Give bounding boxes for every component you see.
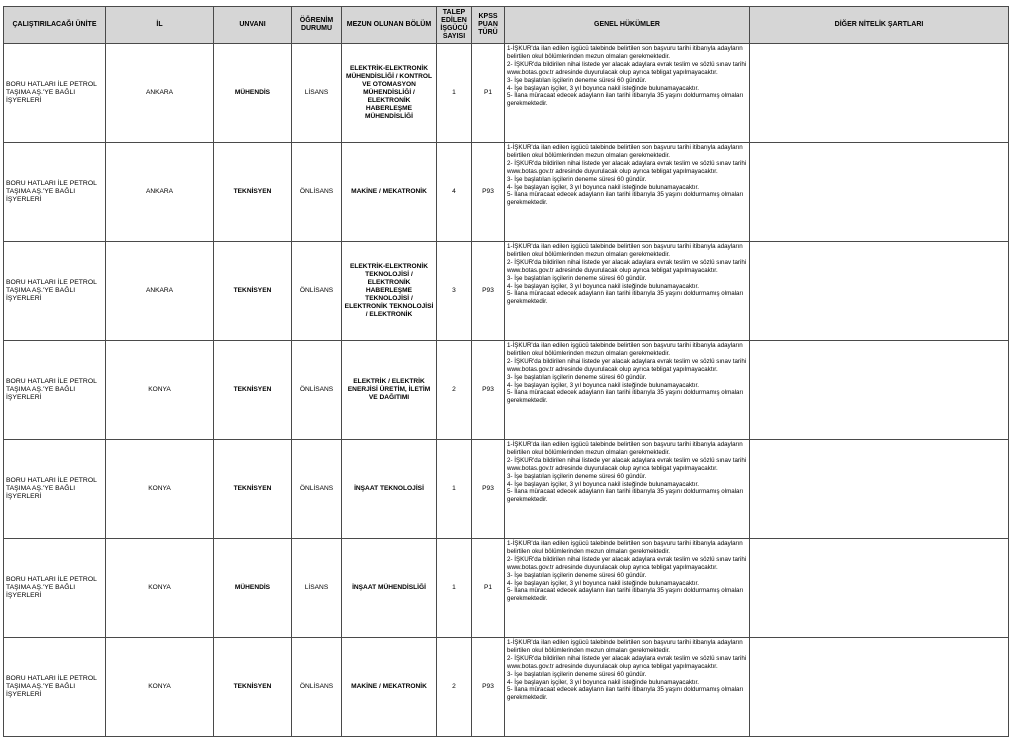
genel-hukumler-cell — [505, 539, 750, 638]
talep-cell: 4 — [437, 143, 472, 242]
ogrenim-cell: LİSANS — [292, 539, 342, 638]
diger-cell — [750, 242, 1009, 341]
il-cell: ANKARA — [106, 143, 214, 242]
ogrenim-cell: ÖNLİSANS — [292, 638, 342, 737]
talep-cell: 2 — [437, 638, 472, 737]
diger-cell — [750, 539, 1009, 638]
kpss-cell: P1 — [472, 44, 505, 143]
mezun-cell: İNŞAAT MÜHENDİSLİĞİ — [342, 539, 437, 638]
genel-hukum-item: 3- İşe başlatılan işçilerin deneme süresi 60 gündür. — [507, 670, 647, 678]
header-row — [4, 7, 1009, 44]
talep-cell: 1 — [437, 539, 472, 638]
genel-hukum-item: 3- İşe başlatılan işçilerin deneme süresi 60 gündür. — [507, 274, 647, 282]
talep-cell: 1 — [437, 44, 472, 143]
unvan-cell: TEKNİSYEN — [214, 242, 292, 341]
unit-cell: BORU HATLARI İLE PETROL TAŞIMA AŞ.'YE BAĞLI İŞYERLERİ — [4, 44, 106, 143]
genel-hukumler-cell — [505, 143, 750, 242]
genel-hukum-item: 5- İlana müracaat edecek adayların ilan tarihi itibarıyla 35 yaşını doldurmamış olmaları gerekmektedir. — [507, 290, 744, 306]
unvan-cell: MÜHENDİS — [214, 44, 292, 143]
mezun-cell: ELEKTRİK-ELEKTRONİK MÜHENDİSLİĞİ / KONTROL VE OTOMASYON MÜHENDİSLİĞİ / ELEKTRONİK HABERLEŞME MÜHENDİSLİĞİ — [342, 44, 437, 143]
genel-hukum-item: 1-İŞKUR'da ilan edilen işgücü talebinde belirtilen son başvuru tarihi itibarıyla adayların belirtilen okul bölümlerinden mezun olmaları gerekmektedir. — [507, 144, 743, 159]
genel-hukum-item: 4- İşe başlayan işçiler, 3 yıl boyunca nakil isteğinde bulunamayacaktır. — [507, 381, 699, 389]
table-row — [4, 638, 1009, 737]
genel-hukum-item: 5- İlana müracaat edecek adayların ilan tarihi itibarıyla 35 yaşını doldurmamış olmaları gerekmektedir. — [507, 587, 744, 603]
mezun-cell: İNŞAAT TEKNOLOJİSİ — [342, 440, 437, 539]
header-talep: TALEP EDİLEN İŞGÜCÜ SAYISI — [437, 7, 472, 44]
genel-hukum-item: 4- İşe başlayan işçiler, 3 yıl boyunca nakil isteğinde bulunamayacaktır. — [507, 480, 699, 488]
ogrenim-cell: ÖNLİSANS — [292, 242, 342, 341]
unvan-cell: TEKNİSYEN — [214, 143, 292, 242]
unvan-cell: MÜHENDİS — [214, 539, 292, 638]
genel-hukum-item: 4- İşe başlayan işçiler, 3 yıl boyunca nakil isteğinde bulunamayacaktır. — [507, 282, 699, 290]
genel-hukum-item: 4- İşe başlayan işçiler, 3 yıl boyunca nakil isteğinde bulunamayacaktır. — [507, 183, 699, 191]
ogrenim-cell: ÖNLİSANS — [292, 341, 342, 440]
il-cell: KONYA — [106, 638, 214, 737]
genel-hukum-item: 5- İlana müracaat edecek adayların ilan tarihi itibarıyla 35 yaşını doldurmamış olmaları gerekmektedir. — [507, 92, 744, 108]
genel-hukum-item: 2- İŞKUR'da bildirilen nihai listede yer alacak adaylara evrak teslim ve sözlü sınav tarihi www.botas.gov.tr adresinde duyurulacak olup ayrıca tebligat yapılmayacaktır. — [507, 60, 747, 76]
mezun-cell: MAKİNE / MEKATRONİK — [342, 638, 437, 737]
unit-cell: BORU HATLARI İLE PETROL TAŞIMA AŞ.'YE BAĞLI İŞYERLERİ — [4, 638, 106, 737]
diger-cell — [750, 440, 1009, 539]
genel-hukum-item: 3- İşe başlatılan işçilerin deneme süresi 60 gündür. — [507, 472, 647, 480]
kpss-cell: P93 — [472, 242, 505, 341]
unit-cell: BORU HATLARI İLE PETROL TAŞIMA AŞ.'YE BAĞLI İŞYERLERİ — [4, 539, 106, 638]
genel-hukum-item: 4- İşe başlayan işçiler, 3 yıl boyunca nakil isteğinde bulunamayacaktır. — [507, 579, 699, 587]
ogrenim-cell: ÖNLİSANS — [292, 143, 342, 242]
unvan-cell: TEKNİSYEN — [214, 638, 292, 737]
genel-hukum-item: 1-İŞKUR'da ilan edilen işgücü talebinde belirtilen son başvuru tarihi itibarıyla adayların belirtilen okul bölümlerinden mezun olmaları gerekmektedir. — [507, 540, 743, 555]
unvan-cell: TEKNİSYEN — [214, 341, 292, 440]
header-mezun: MEZUN OLUNAN BÖLÜM — [342, 7, 437, 44]
kpss-cell: P93 — [472, 440, 505, 539]
genel-hukumler-cell — [505, 638, 750, 737]
ogrenim-cell: ÖNLİSANS — [292, 440, 342, 539]
genel-hukum-item: 5- İlana müracaat edecek adayların ilan tarihi itibarıyla 35 yaşını doldurmamış olmaları gerekmektedir. — [507, 389, 744, 405]
genel-hukum-item: 5- İlana müracaat edecek adayların ilan tarihi itibarıyla 35 yaşını doldurmamış olmaları gerekmektedir. — [507, 488, 744, 504]
diger-cell — [750, 143, 1009, 242]
mezun-cell: ELEKTRİK-ELEKTRONİK TEKNOLOJİSİ / ELEKTRONİK HABERLEŞME TEKNOLOJİSİ / ELEKTRONİK TEKNOLOJİSİ / ELEKTRONİK — [342, 242, 437, 341]
genel-hukum-item: 1-İŞKUR'da ilan edilen işgücü talebinde belirtilen son başvuru tarihi itibarıyla adayların belirtilen okul bölümlerinden mezun olmaları gerekmektedir. — [507, 639, 743, 654]
genel-hukum-item: 1-İŞKUR'da ilan edilen işgücü talebinde belirtilen son başvuru tarihi itibarıyla adayların belirtilen okul bölümlerinden mezun olmaları gerekmektedir. — [507, 45, 743, 60]
talep-cell: 2 — [437, 341, 472, 440]
genel-hukumler-cell — [505, 440, 750, 539]
genel-hukum-item: 2- İŞKUR'da bildirilen nihai listede yer alacak adaylara evrak teslim ve sözlü sınav tarihi www.botas.gov.tr adresinde duyurulacak olup ayrıca tebligat yapılmayacaktır. — [507, 654, 747, 670]
genel-hukum-item: 3- İşe başlatılan işçilerin deneme süresi 60 gündür. — [507, 373, 647, 381]
genel-hukum-item: 5- İlana müracaat edecek adayların ilan tarihi itibarıyla 35 yaşını doldurmamış olmaları gerekmektedir. — [507, 191, 744, 207]
genel-hukumler-cell — [505, 44, 750, 143]
genel-hukum-item: 2- İŞKUR'da bildirilen nihai listede yer alacak adaylara evrak teslim ve sözlü sınav tarihi www.botas.gov.tr adresinde duyurulacak olup ayrıca tebligat yapılmayacaktır. — [507, 357, 747, 373]
talep-cell: 1 — [437, 440, 472, 539]
header-unvan: UNVANI — [214, 7, 292, 44]
il-cell: KONYA — [106, 539, 214, 638]
table-row — [4, 539, 1009, 638]
genel-hukum-item: 1-İŞKUR'da ilan edilen işgücü talebinde belirtilen son başvuru tarihi itibarıyla adayların belirtilen okul bölümlerinden mezun olmaları gerekmektedir. — [507, 342, 743, 357]
diger-cell — [750, 44, 1009, 143]
header-kpss: KPSS PUAN TÜRÜ — [472, 7, 505, 44]
genel-hukum-item: 4- İşe başlayan işçiler, 3 yıl boyunca nakil isteğinde bulunamayacaktır. — [507, 678, 699, 686]
genel-hukum-item: 3- İşe başlatılan işçilerin deneme süresi 60 gündür. — [507, 175, 647, 183]
genel-hukum-item: 3- İşe başlatılan işçilerin deneme süresi 60 gündür. — [507, 76, 647, 84]
genel-hukum-item: 1-İŞKUR'da ilan edilen işgücü talebinde belirtilen son başvuru tarihi itibarıyla adayların belirtilen okul bölümlerinden mezun olmaları gerekmektedir. — [507, 441, 743, 456]
table-body — [4, 44, 1009, 737]
table-row — [4, 440, 1009, 539]
unit-cell: BORU HATLARI İLE PETROL TAŞIMA AŞ.'YE BAĞLI İŞYERLERİ — [4, 440, 106, 539]
header-unit: ÇALIŞTIRILACAĞI ÜNİTE — [4, 7, 106, 44]
talep-cell: 3 — [437, 242, 472, 341]
ogrenim-cell: LİSANS — [292, 44, 342, 143]
unit-cell: BORU HATLARI İLE PETROL TAŞIMA AŞ.'YE BAĞLI İŞYERLERİ — [4, 242, 106, 341]
unit-cell: BORU HATLARI İLE PETROL TAŞIMA AŞ.'YE BAĞLI İŞYERLERİ — [4, 341, 106, 440]
job-listing-table — [3, 6, 1009, 737]
kpss-cell: P93 — [472, 143, 505, 242]
genel-hukum-item: 3- İşe başlatılan işçilerin deneme süresi 60 gündür. — [507, 571, 647, 579]
header-genel: GENEL HÜKÜMLER — [505, 7, 750, 44]
genel-hukum-item: 2- İŞKUR'da bildirilen nihai listede yer alacak adaylara evrak teslim ve sözlü sınav tarihi www.botas.gov.tr adresinde duyurulacak olup ayrıca tebligat yapılmayacaktır. — [507, 456, 747, 472]
genel-hukum-item: 5- İlana müracaat edecek adayların ilan tarihi itibarıyla 35 yaşını doldurmamış olmaları gerekmektedir. — [507, 686, 744, 702]
diger-cell — [750, 638, 1009, 737]
kpss-cell: P93 — [472, 638, 505, 737]
genel-hukum-item: 2- İŞKUR'da bildirilen nihai listede yer alacak adaylara evrak teslim ve sözlü sınav tarihi www.botas.gov.tr adresinde duyurulacak olup ayrıca tebligat yapılmayacaktır. — [507, 159, 747, 175]
mezun-cell: MAKİNE / MEKATRONİK — [342, 143, 437, 242]
diger-cell — [750, 341, 1009, 440]
il-cell: KONYA — [106, 440, 214, 539]
genel-hukum-item: 2- İŞKUR'da bildirilen nihai listede yer alacak adaylara evrak teslim ve sözlü sınav tarihi www.botas.gov.tr adresinde duyurulacak olup ayrıca tebligat yapılmayacaktır. — [507, 555, 747, 571]
table-row — [4, 44, 1009, 143]
genel-hukum-item: 1-İŞKUR'da ilan edilen işgücü talebinde belirtilen son başvuru tarihi itibarıyla adayların belirtilen okul bölümlerinden mezun olmaları gerekmektedir. — [507, 243, 743, 258]
genel-hukum-item: 2- İŞKUR'da bildirilen nihai listede yer alacak adaylara evrak teslim ve sözlü sınav tarihi www.botas.gov.tr adresinde duyurulacak olup ayrıca tebligat yapılmayacaktır. — [507, 258, 747, 274]
kpss-cell: P1 — [472, 539, 505, 638]
table-row — [4, 341, 1009, 440]
job-listing-table-container — [3, 6, 1009, 737]
genel-hukum-item: 4- İşe başlayan işçiler, 3 yıl boyunca nakil isteğinde bulunamayacaktır. — [507, 84, 699, 92]
mezun-cell: ELEKTRİK / ELEKTRİK ENERJİSİ ÜRETİM, İLETİM VE DAĞITIMI — [342, 341, 437, 440]
unvan-cell: TEKNİSYEN — [214, 440, 292, 539]
header-diger: DİĞER NİTELİK ŞARTLARI — [750, 7, 1009, 44]
header-ogrenim: ÖĞRENİM DURUMU — [292, 7, 342, 44]
table-row — [4, 242, 1009, 341]
unit-cell: BORU HATLARI İLE PETROL TAŞIMA AŞ.'YE BAĞLI İŞYERLERİ — [4, 143, 106, 242]
il-cell: ANKARA — [106, 44, 214, 143]
genel-hukumler-cell — [505, 341, 750, 440]
il-cell: KONYA — [106, 341, 214, 440]
genel-hukumler-cell — [505, 242, 750, 341]
il-cell: ANKARA — [106, 242, 214, 341]
table-row — [4, 143, 1009, 242]
kpss-cell: P93 — [472, 341, 505, 440]
header-il: İL — [106, 7, 214, 44]
